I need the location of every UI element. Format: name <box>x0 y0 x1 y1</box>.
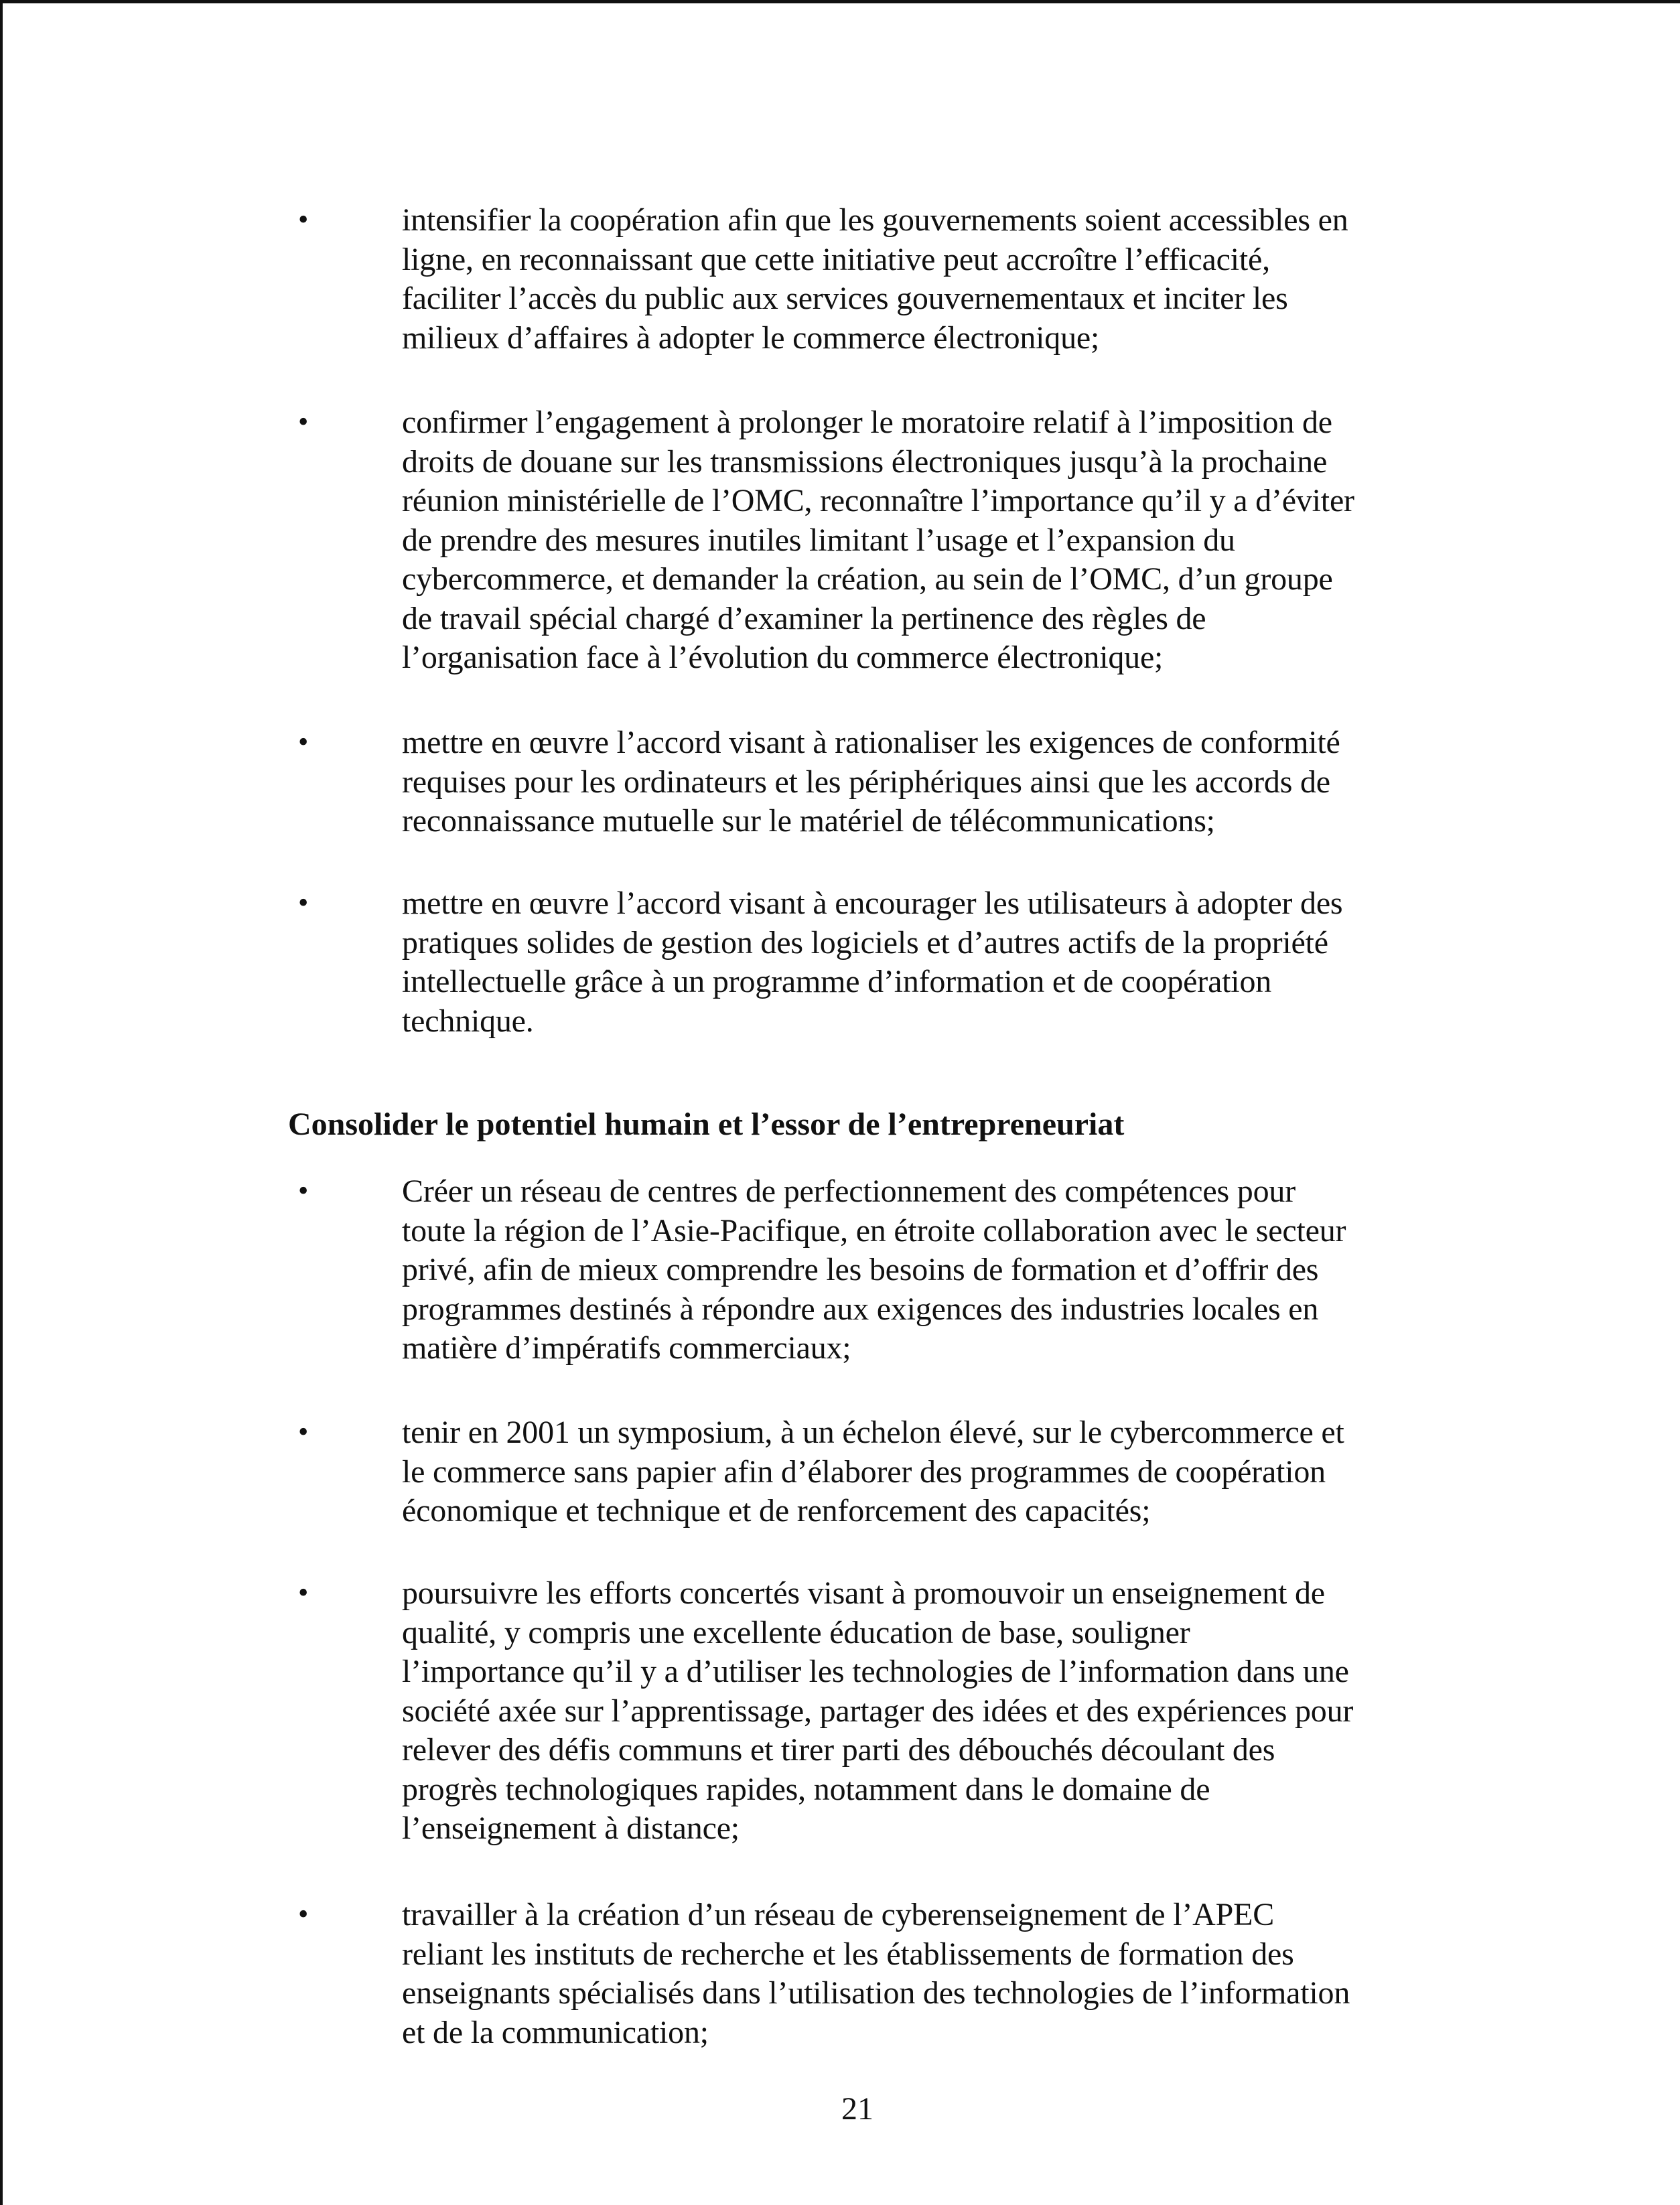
page-number: 21 <box>841 2091 873 2127</box>
list-item-text: Créer un réseau de centres de perfectionnement des compétences pour toute la région de l’Asie-Pacifique, en étroite collaboration avec le secteur privé, afin de mieux comprendre les besoins de formation et d’offrir des programmes destinés à répondre aux exigences des industries locales en matière d’impératifs commerciaux; <box>402 1173 1346 1366</box>
bullet-marker: • <box>298 886 309 919</box>
scan-top-edge <box>0 0 1680 3</box>
bullet-marker: • <box>298 203 309 236</box>
list-item-text: tenir en 2001 un symposium, à un échelon élevé, sur le cybercommerce et le commerce sans papier afin d’élaborer des programmes de coopération économique et technique et de renforcement des capacités; <box>402 1415 1344 1528</box>
list-item-text: travailler à la création d’un réseau de cyberenseignement de l’APEC reliant les instituts de recherche et les établissements de formation des enseignants spécialisés dans l’utilisation des technologies de l’information et de la communication; <box>402 1897 1350 2050</box>
section-heading: Consolider le potentiel humain et l’essor de l’entrepreneuriat <box>288 1107 1125 1142</box>
bullet-marker: • <box>298 1174 309 1207</box>
bullet-marker: • <box>298 1415 309 1448</box>
bullet-marker: • <box>298 725 309 758</box>
bullet-marker: • <box>298 1898 309 1930</box>
bullet-marker: • <box>298 1576 309 1609</box>
list-item-text: mettre en œuvre l’accord visant à encourager les utilisateurs à adopter des pratiques solides de gestion des logiciels et d’autres actifs de la propriété intellectuelle grâce à un programme d’information et de coopération technique. <box>402 885 1343 1039</box>
list-item-text: mettre en œuvre l’accord visant à rationaliser les exigences de conformité requises pour les ordinateurs et les périphériques ainsi que les accords de reconnaissance mutuelle sur le matériel de télécommunications; <box>402 725 1340 839</box>
scan-left-edge <box>0 0 3 2205</box>
list-item-text: poursuivre les efforts concertés visant à promouvoir un enseignement de qualité, y compris une excellente éducation de base, souligner l’importance qu’il y a d’utiliser les technologies de l’information dans une société axée sur l’apprentissage, partager des idées et des expériences pour relever des défis communs et tirer parti des débouchés découlant des progrès technologiques rapides, notamment dans le domaine de l’enseignement à distance; <box>402 1575 1354 1846</box>
bullet-marker: • <box>298 405 309 438</box>
list-item-text: intensifier la coopération afin que les gouvernements soient accessibles en ligne, en reconnaissant que cette initiative peut accroître l’efficacité, faciliter l’accès du public aux services gouvernementaux et inciter les milieux d’affaires à adopter le commerce électronique; <box>402 202 1348 356</box>
list-item-text: confirmer l’engagement à prolonger le moratoire relatif à l’imposition de droits de douane sur les transmissions électroniques jusqu’à la prochaine réunion ministérielle de l’OMC, reconnaître l’importance qu’il y a d’éviter de prendre des mesures inutiles limitant l’usage et l’expansion du cybercommerce, et demander la création, au sein de l’OMC, d’un groupe de travail spécial chargé d’examiner la pertinence des règles de l’organisation face à l’évolution du commerce électronique; <box>402 405 1354 675</box>
